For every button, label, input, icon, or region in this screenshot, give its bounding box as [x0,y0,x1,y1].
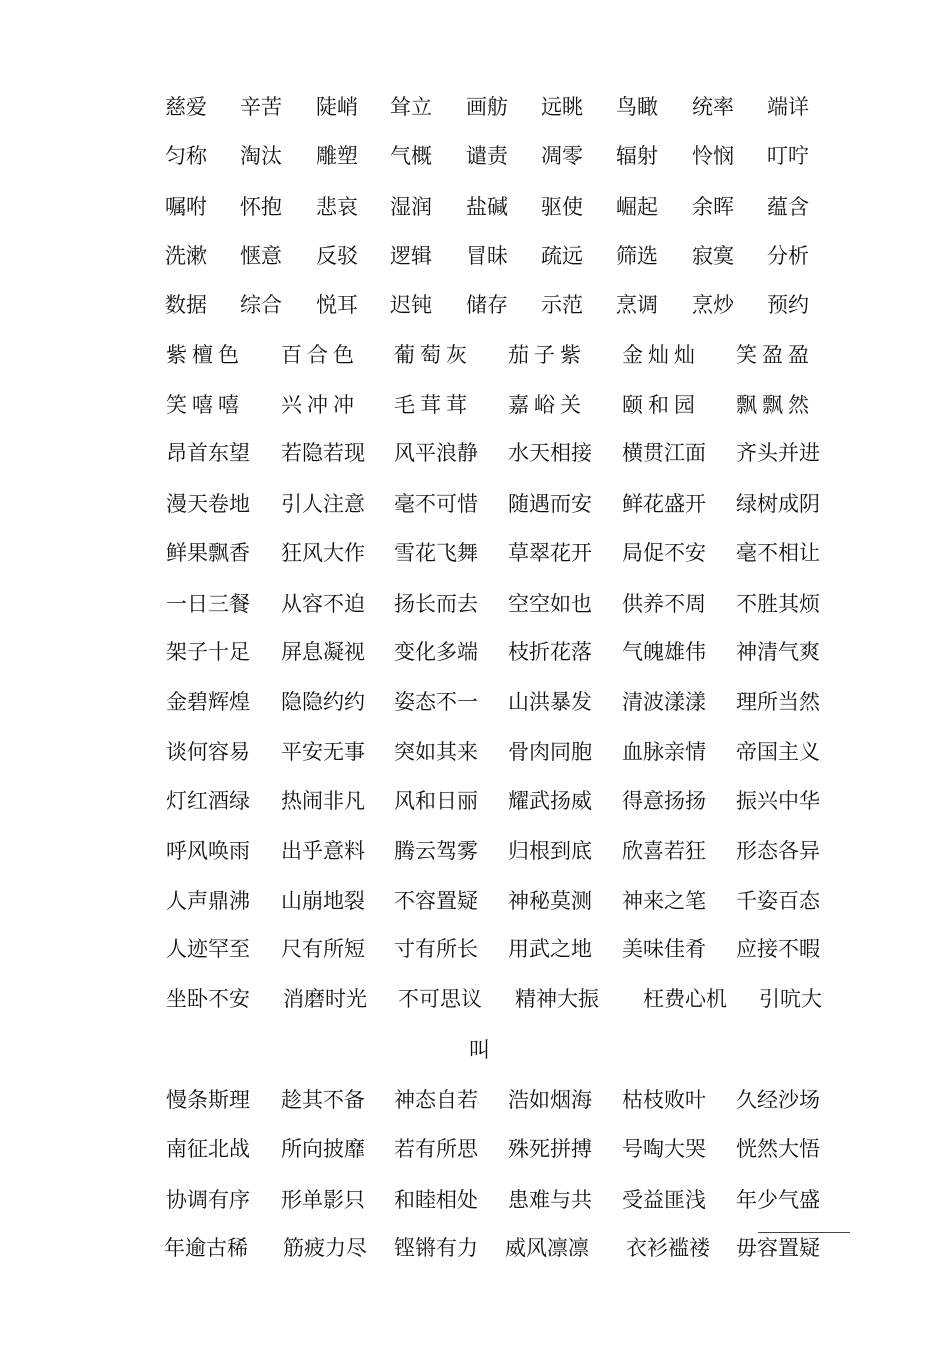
vocab-word: 匀称 [165,144,207,168]
vocab-word: 蕴含 [767,195,809,219]
vocab-word: 葡萄灰 [394,343,472,367]
vocab-word: 清波漾漾 [622,690,706,714]
vocab-word: 从容不迫 [281,592,365,616]
vocab-word: 毫不可惜 [394,492,478,516]
vocab-word: 茄子紫 [508,343,586,367]
vocab-word: 屏息凝视 [281,640,365,664]
vocab-word: 驱使 [541,195,583,219]
vocab-word: 辐射 [616,144,658,168]
vocab-word: 迟钝 [390,293,432,317]
vocab-word: 用武之地 [508,937,592,961]
vocab-word: 悦耳 [316,293,358,317]
vocab-word: 受益匪浅 [622,1188,706,1212]
vocab-word: 局促不安 [622,541,706,565]
vocab-word: 帝国主义 [736,740,820,764]
vocab-word: 金碧辉煌 [166,690,250,714]
vocab-word: 山崩地裂 [281,889,365,913]
vocab-word: 辛苦 [240,95,282,119]
vocab-word: 神秘莫测 [508,889,592,913]
vocab-word: 枝折花落 [508,640,592,664]
vocab-word: 威风凛凛 [505,1236,589,1260]
vocab-word: 冒昧 [466,244,508,268]
vocab-word: 恍然大悟 [736,1137,820,1161]
vocab-word: 精神大振 [515,987,599,1011]
vocab-word: 风和日丽 [394,789,478,813]
vocab-word: 昂首东望 [166,441,250,465]
vocab-word: 若隐若现 [281,441,365,465]
vocab-word: 腾云驾雾 [394,839,478,863]
vocab-word: 紫檀色 [166,343,244,367]
vocab-word: 烹炒 [692,293,734,317]
vocab-word: 雕塑 [316,144,358,168]
vocab-word: 引吭大 [759,987,822,1011]
vocab-word: 笑嘻嘻 [166,393,244,417]
vocab-word: 兴冲冲 [281,393,359,417]
vocab-word: 雪花飞舞 [394,541,478,565]
vocab-word: 寸有所长 [394,937,478,961]
vocab-word: 烹调 [616,293,658,317]
vocab-word: 颐和园 [622,393,700,417]
vocab-word: 悲哀 [316,195,358,219]
vocab-word: 崛起 [616,195,658,219]
vocab-word: 耸立 [390,95,432,119]
vocab-word: 数据 [165,293,207,317]
vocab-word: 供养不周 [622,592,706,616]
vocab-word: 草翠花开 [508,541,592,565]
vocab-word: 金灿灿 [622,343,700,367]
vocab-word: 叫 [469,1038,490,1062]
vocab-word: 示范 [541,293,583,317]
vocab-word: 灯红酒绿 [166,789,250,813]
vocab-word: 齐头并进 [736,441,820,465]
vocab-word: 湿润 [390,195,432,219]
vocab-word: 所向披靡 [281,1137,365,1161]
vocab-word: 统率 [692,95,734,119]
underline-rule [758,1232,850,1233]
vocab-word: 气魄雄伟 [622,640,706,664]
vocab-word: 欣喜若狂 [622,839,706,863]
vocab-word: 慈爱 [165,95,207,119]
vocab-word: 寂寞 [692,244,734,268]
vocab-word: 嘱咐 [165,195,207,219]
vocab-word: 不胜其烦 [736,592,820,616]
vocab-word: 趁其不备 [281,1088,365,1112]
vocab-word: 谴责 [466,144,508,168]
vocab-word: 狂风大作 [281,541,365,565]
vocab-word: 凋零 [541,144,583,168]
vocab-word: 风平浪静 [394,441,478,465]
vocab-word: 殊死拼搏 [508,1137,592,1161]
vocab-word: 归根到底 [508,839,592,863]
vocab-word: 气概 [390,144,432,168]
vocab-word: 横贯江面 [622,441,706,465]
vocab-word: 耀武扬威 [508,789,592,813]
vocab-word: 惬意 [240,244,282,268]
vocab-word: 号啕大哭 [622,1137,706,1161]
vocab-word: 平安无事 [281,740,365,764]
vocab-word: 漫天卷地 [166,492,250,516]
vocab-word: 山洪暴发 [508,690,592,714]
vocab-word: 形态各异 [736,839,820,863]
vocab-word: 神态自若 [394,1088,478,1112]
vocab-word: 洗漱 [165,244,207,268]
vocab-word: 年少气盛 [736,1188,820,1212]
vocab-word: 不可思议 [398,987,482,1011]
vocab-word: 变化多端 [394,640,478,664]
vocab-word: 毫不相让 [736,541,820,565]
vocab-word: 慢条斯理 [166,1088,250,1112]
vocab-word: 和睦相处 [394,1188,478,1212]
vocab-word: 筛选 [616,244,658,268]
vocab-word: 分析 [767,244,809,268]
vocab-word: 人迹罕至 [166,937,250,961]
vocab-word: 空空如也 [508,592,592,616]
vocab-word: 衣衫褴褛 [626,1236,710,1260]
vocab-word: 人声鼎沸 [166,889,250,913]
vocab-word: 形单影只 [281,1188,365,1212]
vocab-word: 百合色 [281,343,359,367]
vocab-word: 姿态不一 [394,690,478,714]
vocab-word: 呼风唤雨 [166,839,250,863]
vocab-word: 鸟瞰 [616,95,658,119]
vocab-word: 浩如烟海 [508,1088,592,1112]
vocab-word: 枯枝败叶 [622,1088,706,1112]
vocab-word: 水天相接 [508,441,592,465]
vocab-word: 预约 [767,293,809,317]
vocab-word: 枉费心机 [643,987,727,1011]
vocab-word: 尺有所短 [281,937,365,961]
vocab-word: 不容置疑 [394,889,478,913]
vocab-word: 热闹非凡 [281,789,365,813]
vocab-word: 疏远 [541,244,583,268]
vocab-word: 理所当然 [736,690,820,714]
vocab-word: 盐碱 [466,195,508,219]
vocab-word: 引人注意 [281,492,365,516]
vocab-word: 逻辑 [390,244,432,268]
vocab-word: 叮咛 [767,144,809,168]
vocab-word: 久经沙场 [736,1088,820,1112]
vocab-word: 铿锵有力 [394,1236,478,1260]
vocab-word: 扬长而去 [394,592,478,616]
vocab-word: 淘汰 [240,144,282,168]
vocab-word: 随遇而安 [508,492,592,516]
vocab-word: 南征北战 [166,1137,250,1161]
vocab-word: 储存 [466,293,508,317]
vocab-word: 骨肉同胞 [508,740,592,764]
vocab-word: 应接不暇 [736,937,820,961]
vocab-word: 神来之笔 [622,889,706,913]
vocab-word: 端详 [767,95,809,119]
vocab-word: 怀抱 [240,195,282,219]
vocab-word: 振兴中华 [736,789,820,813]
vocab-word: 坐卧不安 [166,987,250,1011]
vocab-word: 绿树成阴 [736,492,820,516]
vocab-word: 美味佳肴 [622,937,706,961]
vocab-word: 筋疲力尽 [283,1236,367,1260]
vocab-word: 年逾古稀 [164,1236,248,1260]
vocab-word: 嘉峪关 [508,393,586,417]
vocab-word: 得意扬扬 [622,789,706,813]
vocab-word: 协调有序 [166,1188,250,1212]
vocab-word: 一日三餐 [166,592,250,616]
vocab-word: 毋容置疑 [736,1236,820,1260]
vocab-word: 千姿百态 [736,889,820,913]
vocab-word: 反驳 [316,244,358,268]
vocab-word: 架子十足 [166,640,250,664]
vocab-word: 鲜果飘香 [166,541,250,565]
vocab-word: 画舫 [466,95,508,119]
vocab-word: 消磨时光 [283,987,367,1011]
vocab-word: 综合 [240,293,282,317]
vocab-word: 怜悯 [692,144,734,168]
vocab-word: 余晖 [692,195,734,219]
vocab-word: 神清气爽 [736,640,820,664]
vocab-word: 飘飘然 [736,393,814,417]
vocab-word: 鲜花盛开 [622,492,706,516]
vocab-word: 毛茸茸 [394,393,472,417]
vocab-word: 突如其来 [394,740,478,764]
vocab-word: 谈何容易 [166,740,250,764]
vocab-word: 隐隐约约 [281,690,365,714]
vocab-word: 血脉亲情 [622,740,706,764]
vocab-word: 远眺 [541,95,583,119]
vocab-word: 若有所思 [394,1137,478,1161]
vocab-word: 笑盈盈 [736,343,814,367]
vocab-word: 陡峭 [316,95,358,119]
vocab-word: 患难与共 [508,1188,592,1212]
vocab-word: 出乎意料 [281,839,365,863]
